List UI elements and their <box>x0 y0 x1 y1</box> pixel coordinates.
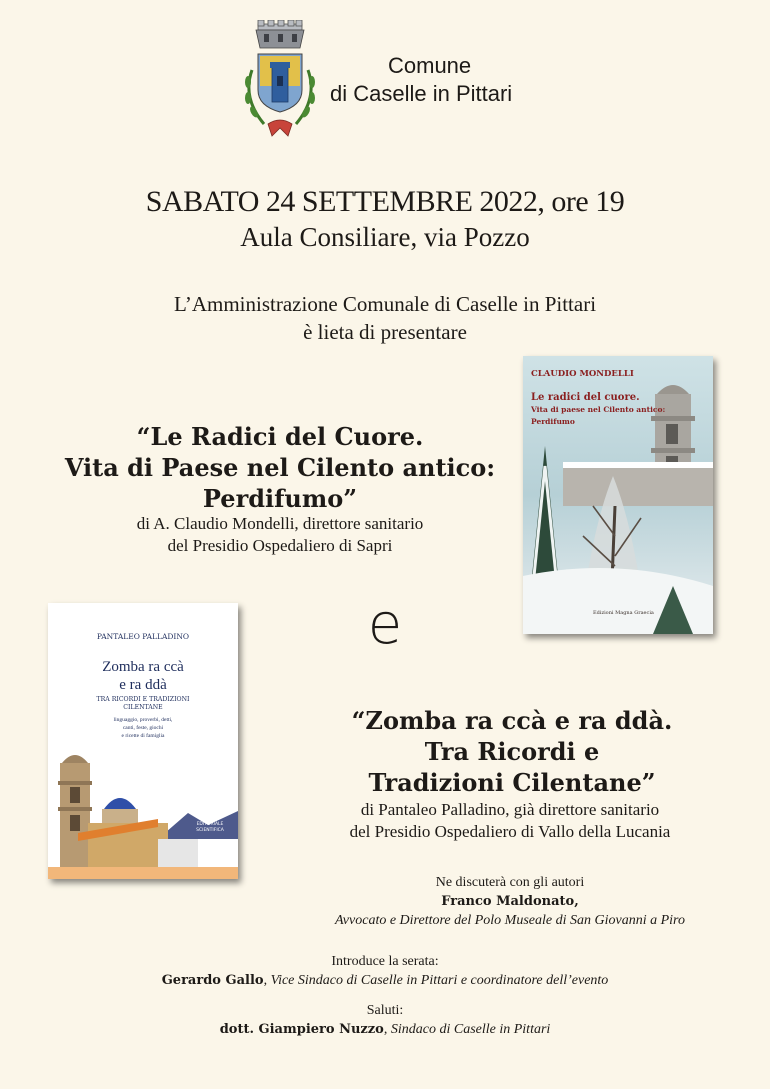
comune-town: di Caselle in Pittari <box>330 81 513 106</box>
book1-cover-author: CLAUDIO MONDELLI <box>531 369 634 379</box>
municipality-name <box>330 52 550 108</box>
serata-intro: Introduce la serata: <box>331 954 439 969</box>
book1-cover-title-line3: Perdifumo <box>531 417 575 426</box>
saluti-role: Sindaco di Caselle in Pittari <box>390 1022 551 1037</box>
intro-text <box>0 290 770 346</box>
book2-cover-title-line1: Zomba ra ccà <box>102 659 184 675</box>
book2-title-line1: “Zomba ra ccà e ra ddà. <box>351 706 673 735</box>
book1-title <box>30 421 530 514</box>
book2-title-line2: Tra Ricordi e <box>424 737 600 766</box>
book2-cover-author: PANTALEO PALLADINO <box>96 632 190 641</box>
book1-cover-title-line1: Le radici del cuore. <box>531 392 640 403</box>
event-venue: Aula Consiliare, via Pozzo <box>240 222 530 252</box>
book2-title-line3: Tradizioni Cilentane” <box>368 768 656 797</box>
serata-role: Vice Sindaco di Caselle in Pittari e coordinatore dell’evento <box>270 973 609 988</box>
event-date-time: SABATO 24 SETTEMBRE 2022, ore 19 <box>145 185 625 218</box>
book1-author <box>40 513 520 557</box>
book2-title <box>262 705 762 798</box>
discussion-intro: Ne discuterà con gli autori <box>435 875 585 890</box>
book1-cover-publisher: Edizioni Magna Graecia <box>593 610 654 616</box>
conjunction: e <box>367 592 403 657</box>
book1-cover-title-line2: Vita di paese nel Cilento antico: <box>531 405 666 414</box>
book1-cover-image <box>523 356 713 634</box>
book2-cover-subtitle-line2: CILENTANE <box>123 704 163 711</box>
book2-cover-title-line2: e ra ddà <box>119 677 167 693</box>
intro-line1: L’Amministrazione Comunale di Caselle in Pittari <box>173 292 597 316</box>
book1-author-line1: di A. Claudio Mondelli, direttore sanitario <box>136 514 424 533</box>
municipal-crest-icon <box>238 20 322 142</box>
book1-title-line2: Vita di Paese nel Cilento antico: <box>64 453 496 482</box>
serata-name: Gerardo Gallo <box>161 973 264 988</box>
book2-author <box>250 799 770 843</box>
saluti-intro: Saluti: <box>366 1003 404 1018</box>
book2-cover-publisher-line2: SCIENTIFICA <box>196 828 224 833</box>
saluti-block: Saluti: dott. Giampiero Nuzzo, Sindaco di Caselle in Pittari <box>0 1001 770 1039</box>
book2-author-line1: di Pantaleo Palladino, già direttore sanitario <box>360 800 660 819</box>
book2-cover-desc-line1: linguaggio, proverbi, detti, <box>113 717 173 723</box>
book2-cover-publisher-line1: EDITORIALE <box>196 822 224 827</box>
discussion-role: Avvocato e Direttore del Polo Museale di San Giovanni a Piro <box>335 913 685 928</box>
book1-author-line2: del Presidio Ospedaliero di Sapri <box>167 536 393 555</box>
book2-cover-desc-line2: canti, feste, giochi <box>122 725 164 731</box>
saluti-name: dott. Giampiero Nuzzo <box>219 1022 384 1037</box>
discussion-block: Ne discuterà con gli autori Franco Maldonato, Avvocato e Direttore del Polo Museale di San Giovanni a Piro <box>250 873 770 930</box>
book2-cover-image <box>48 603 238 879</box>
book2-cover-desc-line3: e ricette di famiglia <box>121 733 165 739</box>
book2-cover-subtitle-line1: TRA RICORDI E TRADIZIONI <box>96 696 190 703</box>
intro-line2: è lieta di presentare <box>303 320 467 344</box>
serata-block: Introduce la serata: Gerardo Gallo, Vice Sindaco di Caselle in Pittari e coordinatore dell’evento <box>0 952 770 990</box>
book1-title-line3: Perdifumo” <box>202 484 358 513</box>
book1-title-line1: “Le Radici del Cuore. <box>136 422 424 451</box>
discussion-name: Franco Maldonato <box>441 894 575 909</box>
book2-author-line2: del Presidio Ospedaliero di Vallo della Lucania <box>349 822 671 841</box>
comune-label: Comune <box>388 53 472 78</box>
